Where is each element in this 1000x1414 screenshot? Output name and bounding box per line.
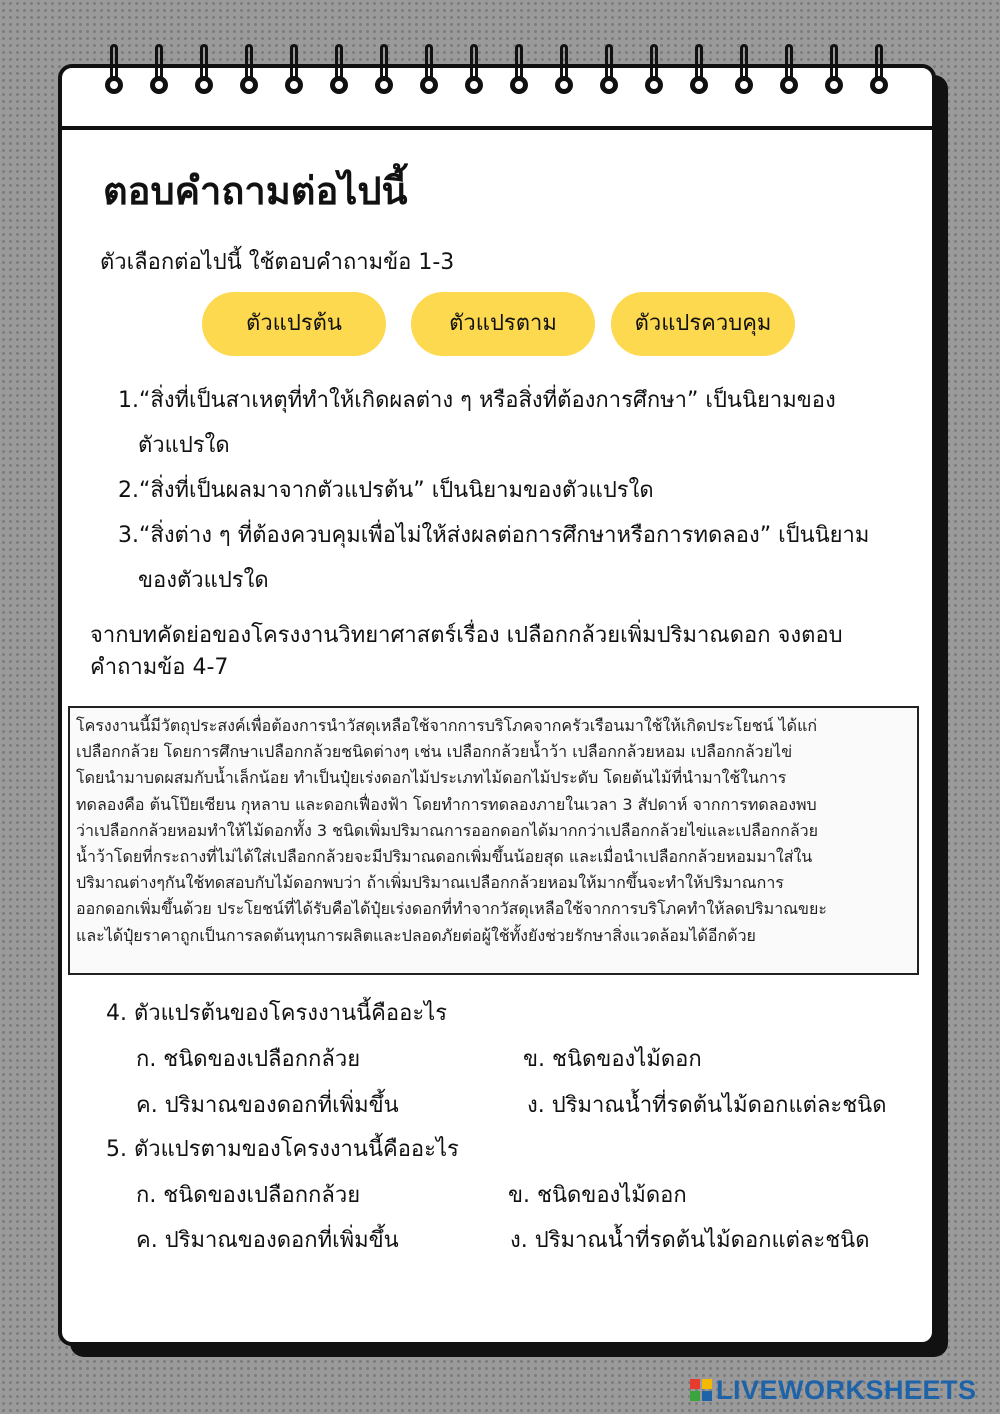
question-3-line-2: ของตัวแปรใด — [138, 568, 269, 593]
abstract-excerpt — [68, 706, 919, 975]
excerpt-line: ทดลองคือ ต้นโป๊ยเซียน กุหลาบ และดอกเฟื่องฟ้า โดยทำการทดลองภายในเวลา 3 สัปดาห์ จากการทดลองพบ — [76, 794, 817, 814]
question-4: 4. ตัวแปรต้นของโครงงานนี้คืออะไร — [106, 1001, 448, 1026]
q5-option-b[interactable]: ข. ชนิดของไม้ดอก — [508, 1183, 687, 1208]
liveworksheets-logo-icon — [690, 1379, 712, 1401]
question-2: 2.“สิ่งที่เป็นผลมาจากตัวแปรต้น” เป็นนิยามของตัวแปรใด — [118, 478, 654, 503]
question-1-line-2: ตัวแปรใด — [138, 433, 230, 458]
q4-option-a[interactable]: ก. ชนิดของเปลือกกล้วย — [136, 1047, 361, 1072]
binding-ring-icon — [284, 44, 304, 96]
question-3-line-1: 3.“สิ่งต่าง ๆ ที่ต้องควบคุมเพื่อไม่ให้ส่งผลต่อการศึกษาหรือการทดลอง” เป็นนิยาม — [118, 523, 870, 548]
binding-ring-icon — [599, 44, 619, 96]
instruction-q4-7-line-2: คำถามข้อ 4-7 — [90, 655, 229, 680]
liveworksheets-logo — [690, 1374, 977, 1406]
binding-ring-icon — [509, 44, 529, 96]
binding-ring-icon — [104, 44, 124, 96]
binding-ring-icon — [689, 44, 709, 96]
binding-ring-icon — [554, 44, 574, 96]
q4-option-c[interactable]: ค. ปริมาณของดอกที่เพิ่มขึ้น — [136, 1093, 399, 1118]
binding-ring-icon — [734, 44, 754, 96]
instruction-q4-7-line-1: จากบทคัดย่อของโครงงานวิทยาศาสตร์เรื่อง เปลือกกล้วยเพิ่มปริมาณดอก จงตอบ — [90, 623, 843, 648]
page-title: ตอบคำถามต่อไปนี้ — [103, 169, 408, 213]
binding-ring-icon — [779, 44, 799, 96]
choice-controlled-variable[interactable]: ตัวแปรควบคุม — [611, 292, 795, 356]
header-divider — [62, 126, 932, 130]
binding-ring-icon — [194, 44, 214, 96]
question-5: 5. ตัวแปรตามของโครงงานนี้คืออะไร — [106, 1137, 459, 1162]
q5-option-a[interactable]: ก. ชนิดของเปลือกกล้วย — [136, 1183, 361, 1208]
excerpt-line: เปลือกกล้วย โดยการศึกษาเปลือกกล้วยชนิดต่างๆ เช่น เปลือกกล้วยน้ำว้า เปลือกกล้วยหอม เปลือกกล้วยไข่ — [76, 742, 793, 762]
choice-dependent-variable[interactable]: ตัวแปรตาม — [411, 292, 595, 356]
q4-option-d[interactable]: ง. ปริมาณน้ำที่รดต้นไม้ดอกแต่ละชนิด — [527, 1093, 887, 1118]
q4-option-b[interactable]: ข. ชนิดของไม้ดอก — [523, 1047, 702, 1072]
binding-ring-icon — [239, 44, 259, 96]
choice-independent-variable[interactable]: ตัวแปรต้น — [202, 292, 386, 356]
instruction-q1-3: ตัวเลือกต่อไปนี้ ใช้ตอบคำถามข้อ 1-3 — [100, 250, 455, 275]
binding-ring-icon — [149, 44, 169, 96]
excerpt-line: ว่าเปลือกกล้วยหอมทำให้ไม้ดอกทั้ง 3 ชนิดเพิ่มปริมาณการออกดอกได้มากกว่าเปลือกกล้วยไข่และเปลือกกล้วย — [76, 820, 819, 840]
q5-option-c[interactable]: ค. ปริมาณของดอกที่เพิ่มขึ้น — [136, 1228, 399, 1253]
spiral-binding — [58, 44, 936, 104]
excerpt-line: ออกดอกเพิ่มขึ้นด้วย ประโยชน์ที่ได้รับคือได้ปุ๋ยเร่งดอกที่ทำจากวัสดุเหลือใช้จากการบริโภคทำให้ลดปริมาณขยะ — [76, 899, 827, 919]
excerpt-line: ปริมาณต่างๆกันใช้ทดสอบกับไม้ดอกพบว่า ถ้าเพิ่มปริมาณเปลือกกล้วยหอมให้มากขึ้นจะทำให้ปริมาณการ — [76, 873, 784, 893]
excerpt-line: น้ำว้าโดยที่กระถางที่ไม่ได้ใส่เปลือกกล้วยจะมีปริมาณดอกเพิ่มขึ้นน้อยสุด และเมื่อนำเปลือกกล้วยหอมมาใส่ใน — [76, 847, 813, 867]
binding-ring-icon — [374, 44, 394, 96]
binding-ring-icon — [824, 44, 844, 96]
binding-ring-icon — [329, 44, 349, 96]
binding-ring-icon — [464, 44, 484, 96]
question-1-line-1: 1.“สิ่งที่เป็นสาเหตุที่ทำให้เกิดผลต่าง ๆ หรือสิ่งที่ต้องการศึกษา” เป็นนิยามของ — [118, 388, 836, 413]
excerpt-line: โครงงานนี้มีวัตถุประสงค์เพื่อต้องการนำวัสดุเหลือใช้จากการบริโภคจากครัวเรือนมาใช้ให้เกิดประโยชน์ ได้แก่ — [76, 716, 818, 735]
excerpt-line: และได้ปุ๋ยราคาถูกเป็นการลดต้นทุนการผลิตและปลอดภัยต่อผู้ใช้ทั้งยังช่วยรักษาสิ่งแวดล้อมได้อีกด้วย — [76, 925, 756, 945]
binding-ring-icon — [644, 44, 664, 96]
binding-ring-icon — [419, 44, 439, 96]
excerpt-line: โดยนำมาบดผสมกับน้ำเล็กน้อย ทำเป็นปุ๋ยเร่งดอกไม้ประเภทไม้ดอกไม้ประดับ โดยต้นไม้ที่นำมาใช้ในการ — [76, 768, 787, 788]
binding-ring-icon — [869, 44, 889, 96]
q5-option-d[interactable]: ง. ปริมาณน้ำที่รดต้นไม้ดอกแต่ละชนิด — [510, 1228, 870, 1253]
brand-name: LIVEWORKSHEETS — [716, 1374, 977, 1405]
